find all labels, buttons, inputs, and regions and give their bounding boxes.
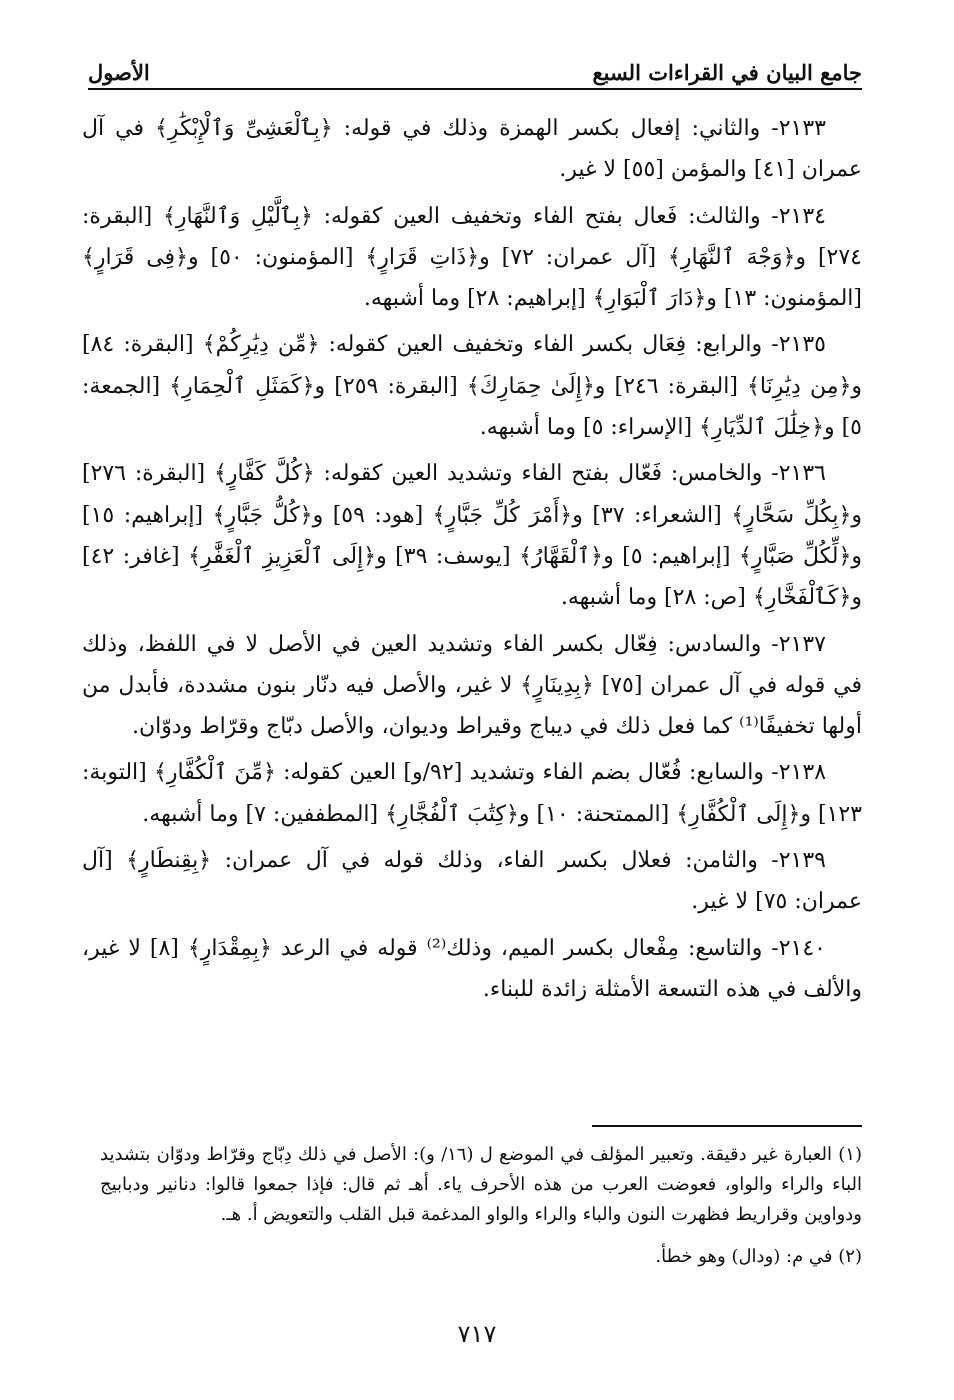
paragraph-2136: ٢١٣٦- والخامس: فَعّال بفتح الفاء وتشديد العين كقوله: ﴿كُلَّ كَفَّارٍ﴾ [البقرة: ٢٧٦] و﴿بِكُلِّ سَحَّارٍ﴾ [الشعراء: ٣٧] و﴿أَمْرَ كُلِّ جَبَّارٍ﴾ [هود: ٥٩] و﴿كُلُّ جَبَّارٍ﴾ [إبراهيم: ١٥] و﴿لِّكُلِّ صَبَّارٍ﴾ [إبراهيم: ٥] و﴿ٱلْقَهَّارُ﴾ [يوسف: ٣٩] و﴿إِلَى ٱلْعَزِيزِ ٱلْغَفَّٰرِ﴾ [غافر: ٤٢] و﴿كَٱلْفَخَّارِ﴾ [ص: ٢٨] وما أشبهه. <box>82 461 862 611</box>
book-title: جامع البيان في القراءات السبع <box>592 60 862 85</box>
page-number: ٧١٧ <box>457 1320 497 1348</box>
paragraph-2138: ٢١٣٨- والسابع: فُعّال بضم الفاء وتشديد [٩٢/و] العين كقوله: ﴿مِّنَ ٱلْكُفَّارِ﴾ [التوبة: ١٢٣] و﴿إِلَى ٱلْكُفَّارِ﴾ [الممتحنة: ١٠] و﴿كِتَٰبَ ٱلْفُجَّارِ﴾ [المطففين: ٧] وما أشبهه. <box>82 760 862 827</box>
paragraph-2137: ٢١٣٧- والسادس: فِعّال بكسر الفاء وتشديد العين في الأصل لا في اللفظ، وذلك في قوله في آل عمران [٧٥] ﴿بِدِينَارٍ﴾ لا غير، والأصل فيه دنّار بنون مشددة، فأبدل من أولها تخفيفًا⁽¹⁾ كما فعل ذلك في ديباج وقيراط وديوان، والأصل دبّاج وقرّاط ودوّان. <box>82 631 862 740</box>
chapter-title: الأصول <box>88 60 150 85</box>
footnotes <box>100 1140 862 1284</box>
paragraph-2135: ٢١٣٥- والرابع: فِعَال بكسر الفاء وتخفيف العين كقوله: ﴿مِّن دِيَٰرِكُمْ﴾ [البقرة: ٨٤] و﴿مِن دِيَٰرِنَا﴾ [البقرة: ٢٤٦] و﴿إِلَىٰ حِمَارِكَ﴾ [البقرة: ٢٥٩] و﴿كَمَثَلِ ٱلْحِمَارِ﴾ [الجمعة: ٥] و﴿خِلَٰلَ ٱلدِّيَارِ﴾ [الإسراء: ٥] وما أشبهه. <box>82 332 862 441</box>
main-text <box>82 108 862 1010</box>
footnote-2: (٢) في م: (ودال) وهو خطأ. <box>655 1246 862 1267</box>
paragraph-2140: ٢١٤٠- والتاسع: مِفْعال بكسر الميم، وذلك⁽²⁾ قوله في الرعد ﴿بِمِقْدَارٍ﴾ [٨] لا غير، والألف في هذه التسعة الأمثلة زائدة للبناء. <box>82 935 862 1002</box>
footnote-separator <box>592 1125 862 1127</box>
paragraph-2139: ٢١٣٩- والثامن: فعلال بكسر الفاء، وذلك قوله في آل عمران: ﴿بِقِنطَارٍ﴾ [آل عمران: ٧٥] لا غير. <box>82 848 862 915</box>
paragraph-2133: ٢١٣٣- والثاني: إفعال بكسر الهمزة وذلك في قوله: ﴿بِٱلْعَشِىِّ وَٱلْإِبْكَٰرِ﴾ في آل عمران [٤١] والمؤمن [٥٥] لا غير. <box>82 116 862 183</box>
footnote-1: (١) العبارة غير دقيقة. وتعبير المؤلف في الموضع ل (١٦/ و): الأصل في ذلك دِبّاج وقرّاط ودوّان بتشديد الباء والراء والواو، فعوضت العرب من هذه الأحرف ياء. أهـ ثم قال: فإذا جمعوا قالوا: دنانير ودبابيج ودواوين وقراريط فظهرت النون والباء والراء والواو المدغمة قبل القلب والتعويض أ. هـ. <box>100 1144 862 1225</box>
paragraph-2134: ٢١٣٤- والثالث: فَعال بفتح الفاء وتخفيف العين كقوله: ﴿بِٱلَّيْلِ وَٱلنَّهَارِ﴾ [البقرة: ٢٧٤] و﴿وَجْهَ ٱلنَّهَارِ﴾ [آل عمران: ٧٢] و﴿ذَاتِ قَرَارٍ﴾ [المؤمنون: ٥٠] و﴿فِى قَرَارٍ﴾ [المؤمنون: ١٣] و﴿دَارَ ٱلْبَوَارِ﴾ [إبراهيم: ٢٨] وما أشبهه. <box>82 203 862 312</box>
running-header <box>88 58 862 90</box>
